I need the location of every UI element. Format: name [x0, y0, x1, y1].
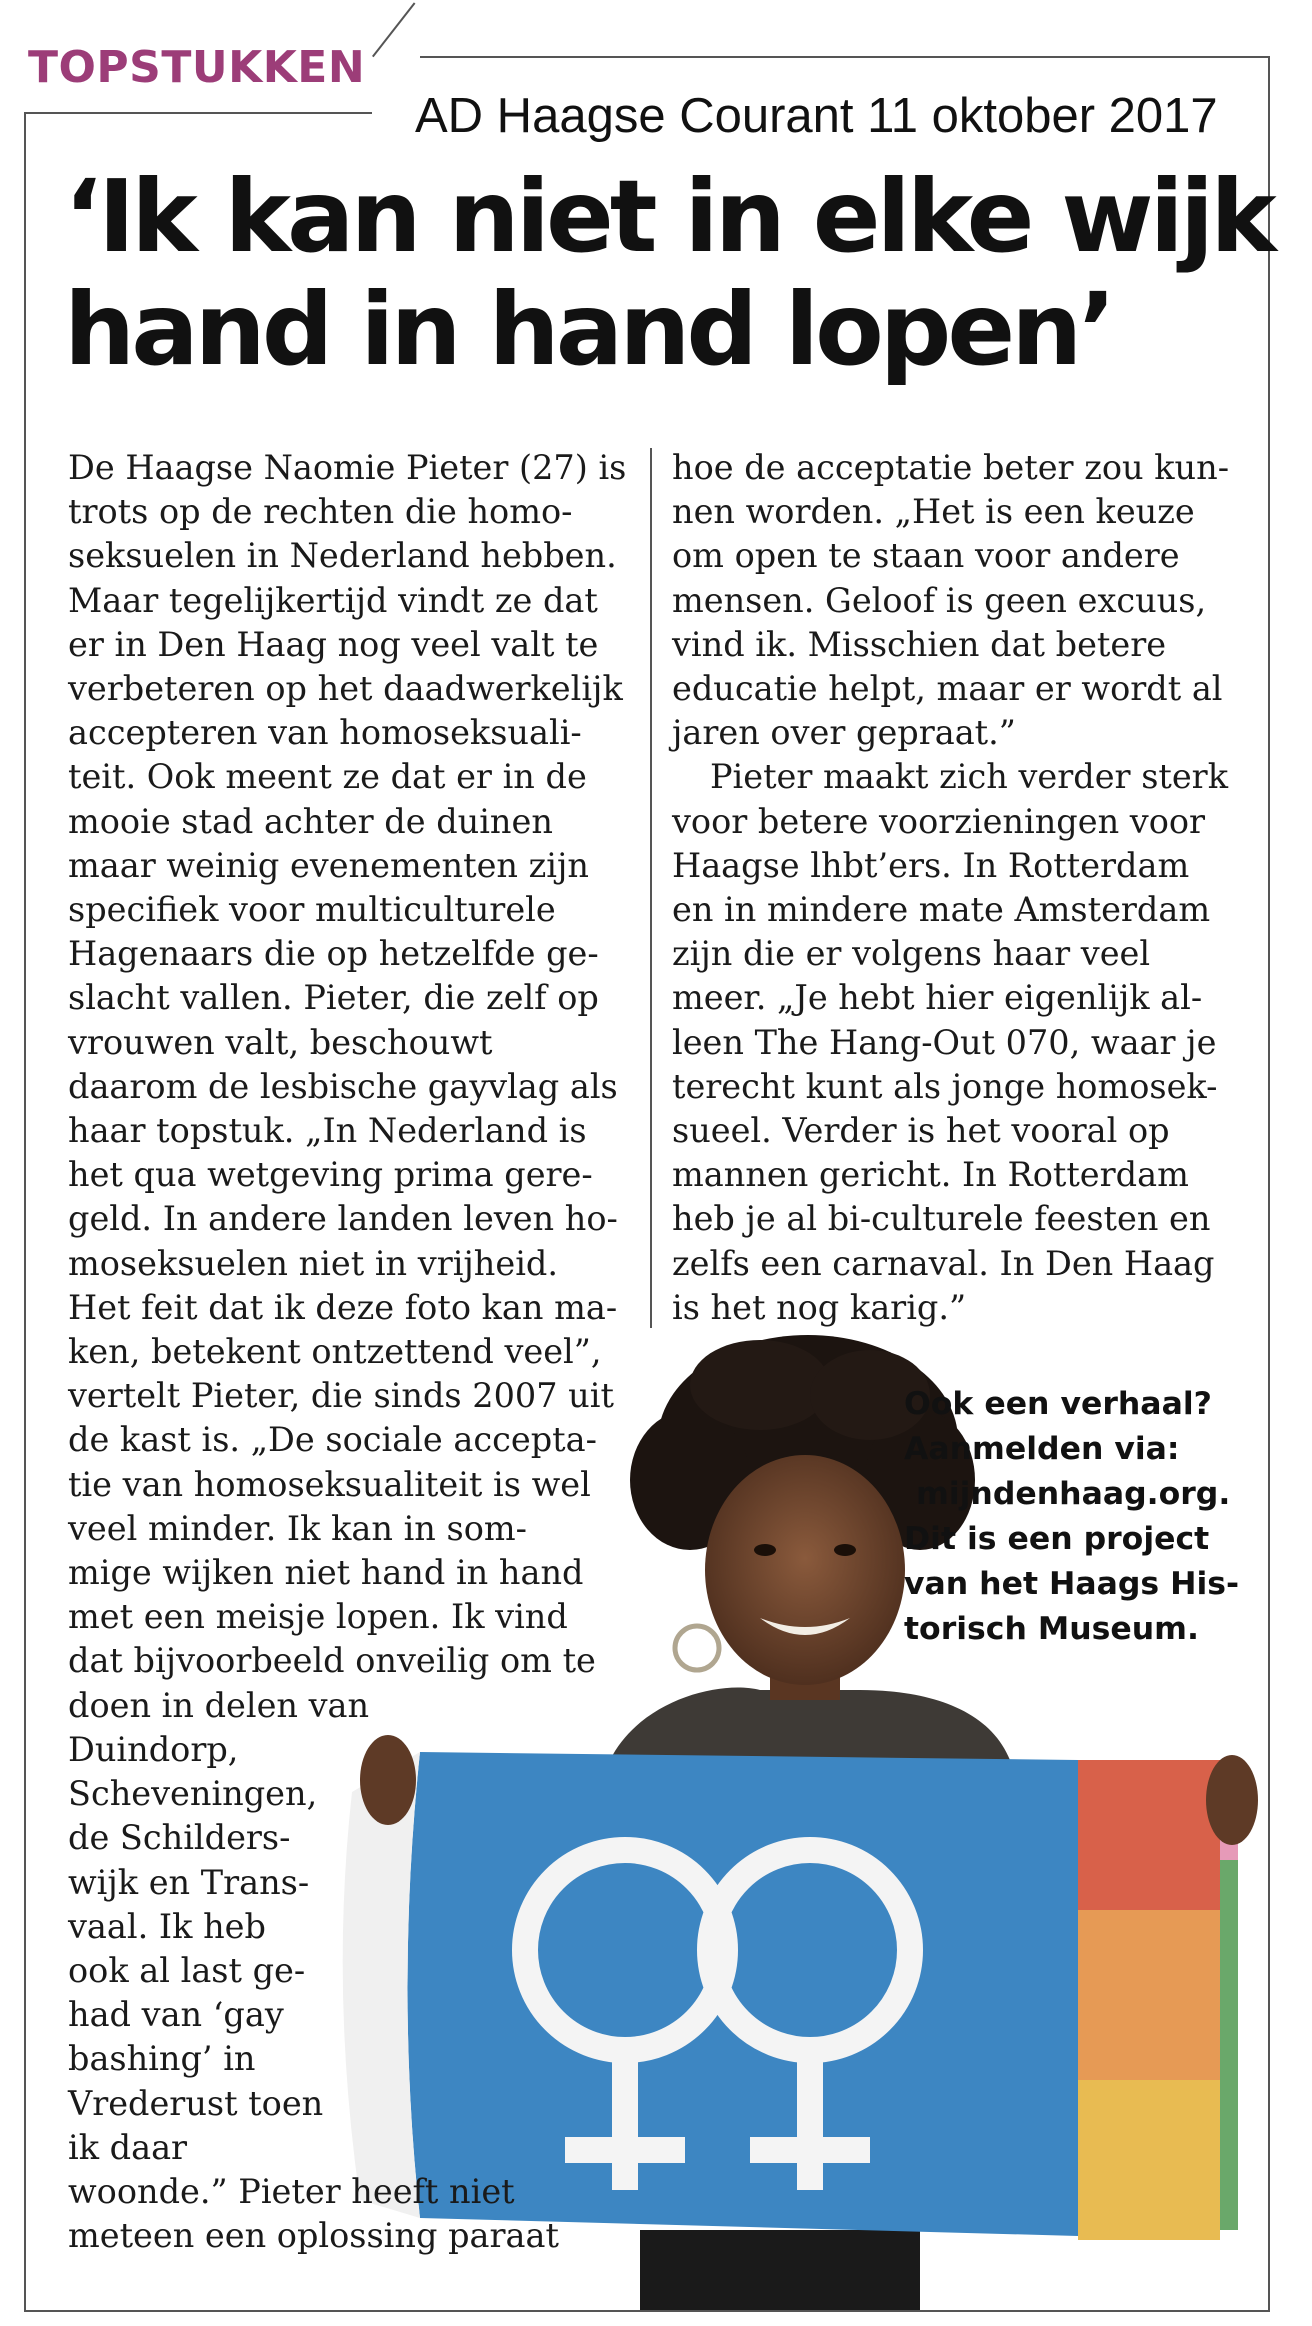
text-line: tie van homoseksualiteit is wel	[68, 1464, 591, 1504]
text-line: seksuelen in Nederland hebben.	[68, 536, 617, 576]
text-line: Hagenaars die op hetzelfde ge-	[68, 934, 599, 974]
eye-shape	[754, 1544, 776, 1556]
column-divider	[650, 448, 652, 1328]
text-line: vrouwen valt, beschouwt	[68, 1022, 493, 1062]
text-line: de Schilders-	[68, 1818, 291, 1858]
text-line: veel minder. Ik kan in som-	[68, 1508, 527, 1548]
text-line: Maar tegelijkertijd vindt ze dat	[68, 580, 598, 620]
text-line: verbeteren op het daadwerkelijk	[68, 669, 623, 709]
text-line: jaren over gepraat.”	[672, 713, 1016, 753]
text-line: en in mindere mate Amsterdam	[672, 890, 1211, 930]
headline-line: hand in hand lopen’	[64, 271, 1113, 388]
text-line: geld. In andere landen leven ho-	[68, 1199, 618, 1239]
callout-line: van het Haags His-	[904, 1566, 1240, 1602]
callout-line: Dit is een project	[904, 1521, 1210, 1557]
earring-shape	[675, 1626, 719, 1670]
text-line: Haagse lhbt’ers. In Rotterdam	[672, 845, 1190, 885]
text-line: ik daar	[68, 2127, 188, 2167]
callout-box	[904, 1382, 1239, 1652]
trousers-shape	[640, 2230, 920, 2310]
text-line: voor betere voorzieningen voor	[672, 801, 1206, 841]
text-line: educatie helpt, maar er wordt al	[672, 669, 1223, 709]
section-label: TOPSTUKKEN	[28, 42, 366, 93]
face-shape	[705, 1455, 905, 1685]
flag-stripe-yellow	[1078, 2080, 1220, 2240]
text-line: terecht kunt als jonge homosek-	[672, 1066, 1218, 1106]
text-line: is het nog karig.”	[672, 1287, 967, 1327]
text-line: De Haagse Naomie Pieter (27) is	[68, 448, 627, 487]
text-line: mige wijken niet hand in hand	[68, 1553, 584, 1593]
flag-stripe-green	[1220, 1860, 1238, 2230]
text-line: daarom de lesbische gayvlag als	[68, 1066, 618, 1106]
text-line: meer. „Je hebt hier eigenlijk al-	[672, 978, 1203, 1018]
text-line: de kast is. „De sociale accepta-	[68, 1420, 597, 1460]
text-line: Duindorp,	[68, 1729, 239, 1769]
text-line: hoe de acceptatie beter zou kun-	[672, 448, 1230, 487]
right-hand-shape	[1206, 1755, 1258, 1845]
text-line: leen The Hang-Out 070, waar je	[672, 1022, 1217, 1062]
callout-line: torisch Museum.	[904, 1611, 1199, 1647]
text-line: woonde.” Pieter heeft niet	[68, 2171, 515, 2211]
flag-stripe-red	[1078, 1760, 1220, 1910]
text-line: heb je al bi-culturele feesten en	[672, 1199, 1211, 1239]
text-line: sueel. Verder is het vooral op	[672, 1111, 1170, 1151]
flag-stripe-orange	[1078, 1910, 1220, 2080]
eye-shape	[834, 1544, 856, 1556]
text-line: zelfs een carnaval. In Den Haag	[672, 1243, 1215, 1283]
text-line: meteen een oplossing paraat	[68, 2216, 559, 2256]
text-line: het qua wetgeving prima gere-	[68, 1155, 593, 1195]
callout-line: mijndenhaag.org.	[916, 1476, 1231, 1512]
text-line: specifiek voor multiculturele	[68, 890, 556, 930]
article-column-left	[68, 446, 626, 2258]
text-line: vind ik. Misschien dat betere	[672, 624, 1167, 664]
text-line: maar weinig evenementen zijn	[68, 845, 589, 885]
headline-line: ‘Ik kan niet in elke wijk	[64, 158, 1273, 275]
text-line: slacht vallen. Pieter, die zelf op	[68, 978, 599, 1018]
text-line: met een meisje lopen. Ik vind	[68, 1597, 568, 1637]
text-line: om open te staan voor andere	[672, 536, 1180, 576]
dateline: AD Haagse Courant 11 oktober 2017	[415, 89, 1218, 143]
text-line: Vrederust toen	[68, 2083, 324, 2123]
text-line: nen worden. „Het is een keuze	[672, 492, 1195, 532]
text-line: teit. Ook meent ze dat er in de	[68, 757, 587, 797]
text-line: Scheveningen,	[68, 1774, 318, 1814]
text-line: er in Den Haag nog veel valt te	[68, 624, 599, 664]
text-line: mensen. Geloof is geen excuus,	[672, 580, 1207, 620]
text-line: mannen gericht. In Rotterdam	[672, 1155, 1189, 1195]
text-line: vaal. Ik heb	[68, 1906, 266, 1946]
text-line: ken, betekent ontzettend veel”,	[68, 1332, 602, 1372]
text-line: moseksuelen niet in vrijheid.	[68, 1243, 559, 1283]
text-line: had van ‘gay	[68, 1995, 284, 2035]
text-line: trots op de rechten die homo-	[68, 492, 573, 532]
text-line: Pieter maakt zich verder sterk	[710, 757, 1228, 797]
text-line: vertelt Pieter, die sinds 2007 uit	[68, 1376, 614, 1416]
article-column-right	[672, 446, 1229, 1330]
text-line: zijn die er volgens haar veel	[672, 934, 1151, 974]
text-line: ook al last ge-	[68, 1950, 306, 1990]
text-line: wijk en Trans-	[68, 1862, 310, 1902]
text-line: bashing’ in	[68, 2039, 256, 2079]
callout-line: Aanmelden via:	[904, 1431, 1180, 1467]
text-line: Het feit dat ik deze foto kan ma-	[68, 1287, 618, 1327]
text-line: accepteren van homoseksuali-	[68, 713, 582, 753]
callout-line: Ook een verhaal?	[904, 1386, 1212, 1422]
text-line: doen in delen van	[68, 1685, 370, 1725]
text-line: mooie stad achter de duinen	[68, 801, 553, 841]
text-line: dat bijvoorbeeld onveilig om te	[68, 1641, 596, 1681]
text-line: haar topstuk. „In Nederland is	[68, 1111, 587, 1151]
